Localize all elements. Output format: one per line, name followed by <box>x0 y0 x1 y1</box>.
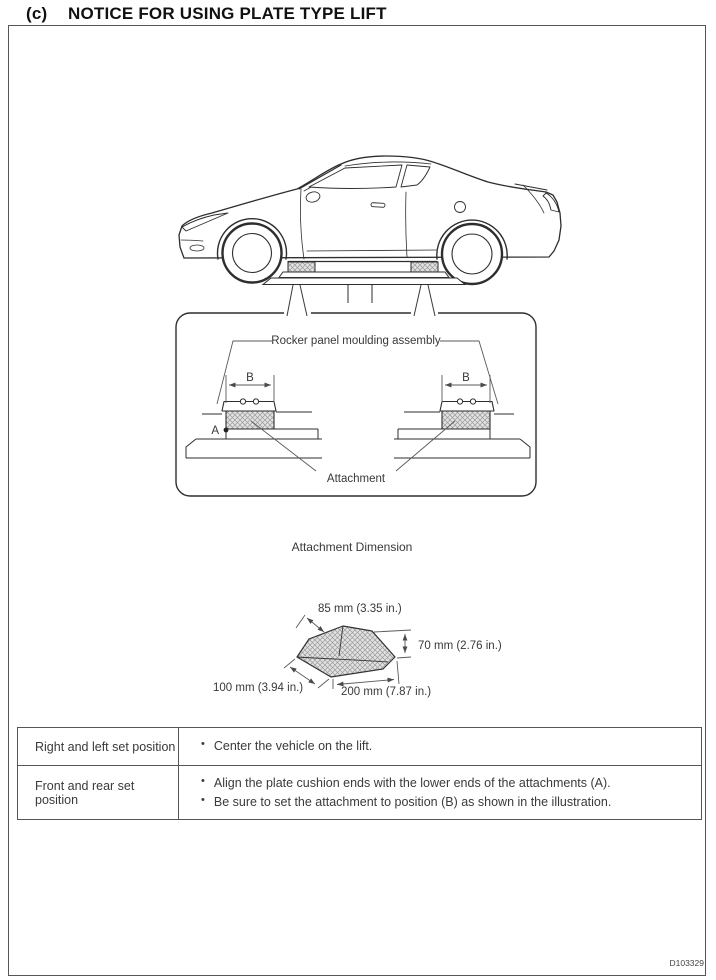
attachment-rear-hatched <box>411 262 438 272</box>
bullet-item: • Align the plate cushion ends with the lower ends of the attachments (A). <box>201 774 691 792</box>
point-a-marker <box>224 428 229 433</box>
attachment-dimension-heading: Attachment Dimension <box>291 540 413 554</box>
dim-b-label-left: B <box>246 372 254 384</box>
rocker-label-leaders <box>217 341 498 404</box>
plate-upper <box>279 272 449 278</box>
section-index: (c) <box>26 4 48 23</box>
attachment-section-left-hatched <box>226 411 274 429</box>
attachment-block-hatched <box>297 626 395 677</box>
dim-height: 70 mm (2.76 in.) <box>418 640 502 652</box>
attachment-label: Attachment <box>326 473 386 485</box>
door-handle <box>371 203 385 208</box>
figure-code: D103329 <box>669 958 704 968</box>
row-content <box>179 766 702 820</box>
set-position-table <box>17 727 702 820</box>
dim-top-width: 85 mm (3.35 in.) <box>318 603 402 615</box>
cross-section-right <box>394 375 530 458</box>
row-content <box>179 728 702 766</box>
fuel-lid <box>455 202 466 213</box>
table-row <box>18 766 702 820</box>
attachment-front-hatched <box>288 262 315 272</box>
section-title <box>0 4 716 24</box>
front-wheel <box>223 224 282 283</box>
table-row <box>18 728 702 766</box>
dim-depth: 100 mm (3.94 in.) <box>213 682 304 694</box>
cross-section-left <box>186 375 322 458</box>
lift-illustration <box>8 25 708 715</box>
rocker-panel-label: Rocker panel moulding assembly <box>271 335 441 347</box>
attachment-3d-block <box>297 626 395 677</box>
dim-b-label-right: B <box>462 372 470 384</box>
car-side-view <box>179 156 561 284</box>
row-label: Right and left set position <box>18 728 179 766</box>
lift-plate <box>263 262 465 303</box>
plate-lower <box>263 278 465 285</box>
bullet-item: • Center the vehicle on the lift. <box>201 737 691 755</box>
section-title-text: NOTICE FOR USING PLATE TYPE LIFT <box>68 4 387 23</box>
bullet-item: • Be sure to set the attachment to position (B) as shown in the illustration. <box>201 793 691 811</box>
rear-wheel <box>442 224 502 284</box>
point-a-label: A <box>211 425 219 437</box>
row-label: Front and rear set position <box>18 766 179 820</box>
dim-length: 200 mm (7.87 in.) <box>341 686 432 698</box>
